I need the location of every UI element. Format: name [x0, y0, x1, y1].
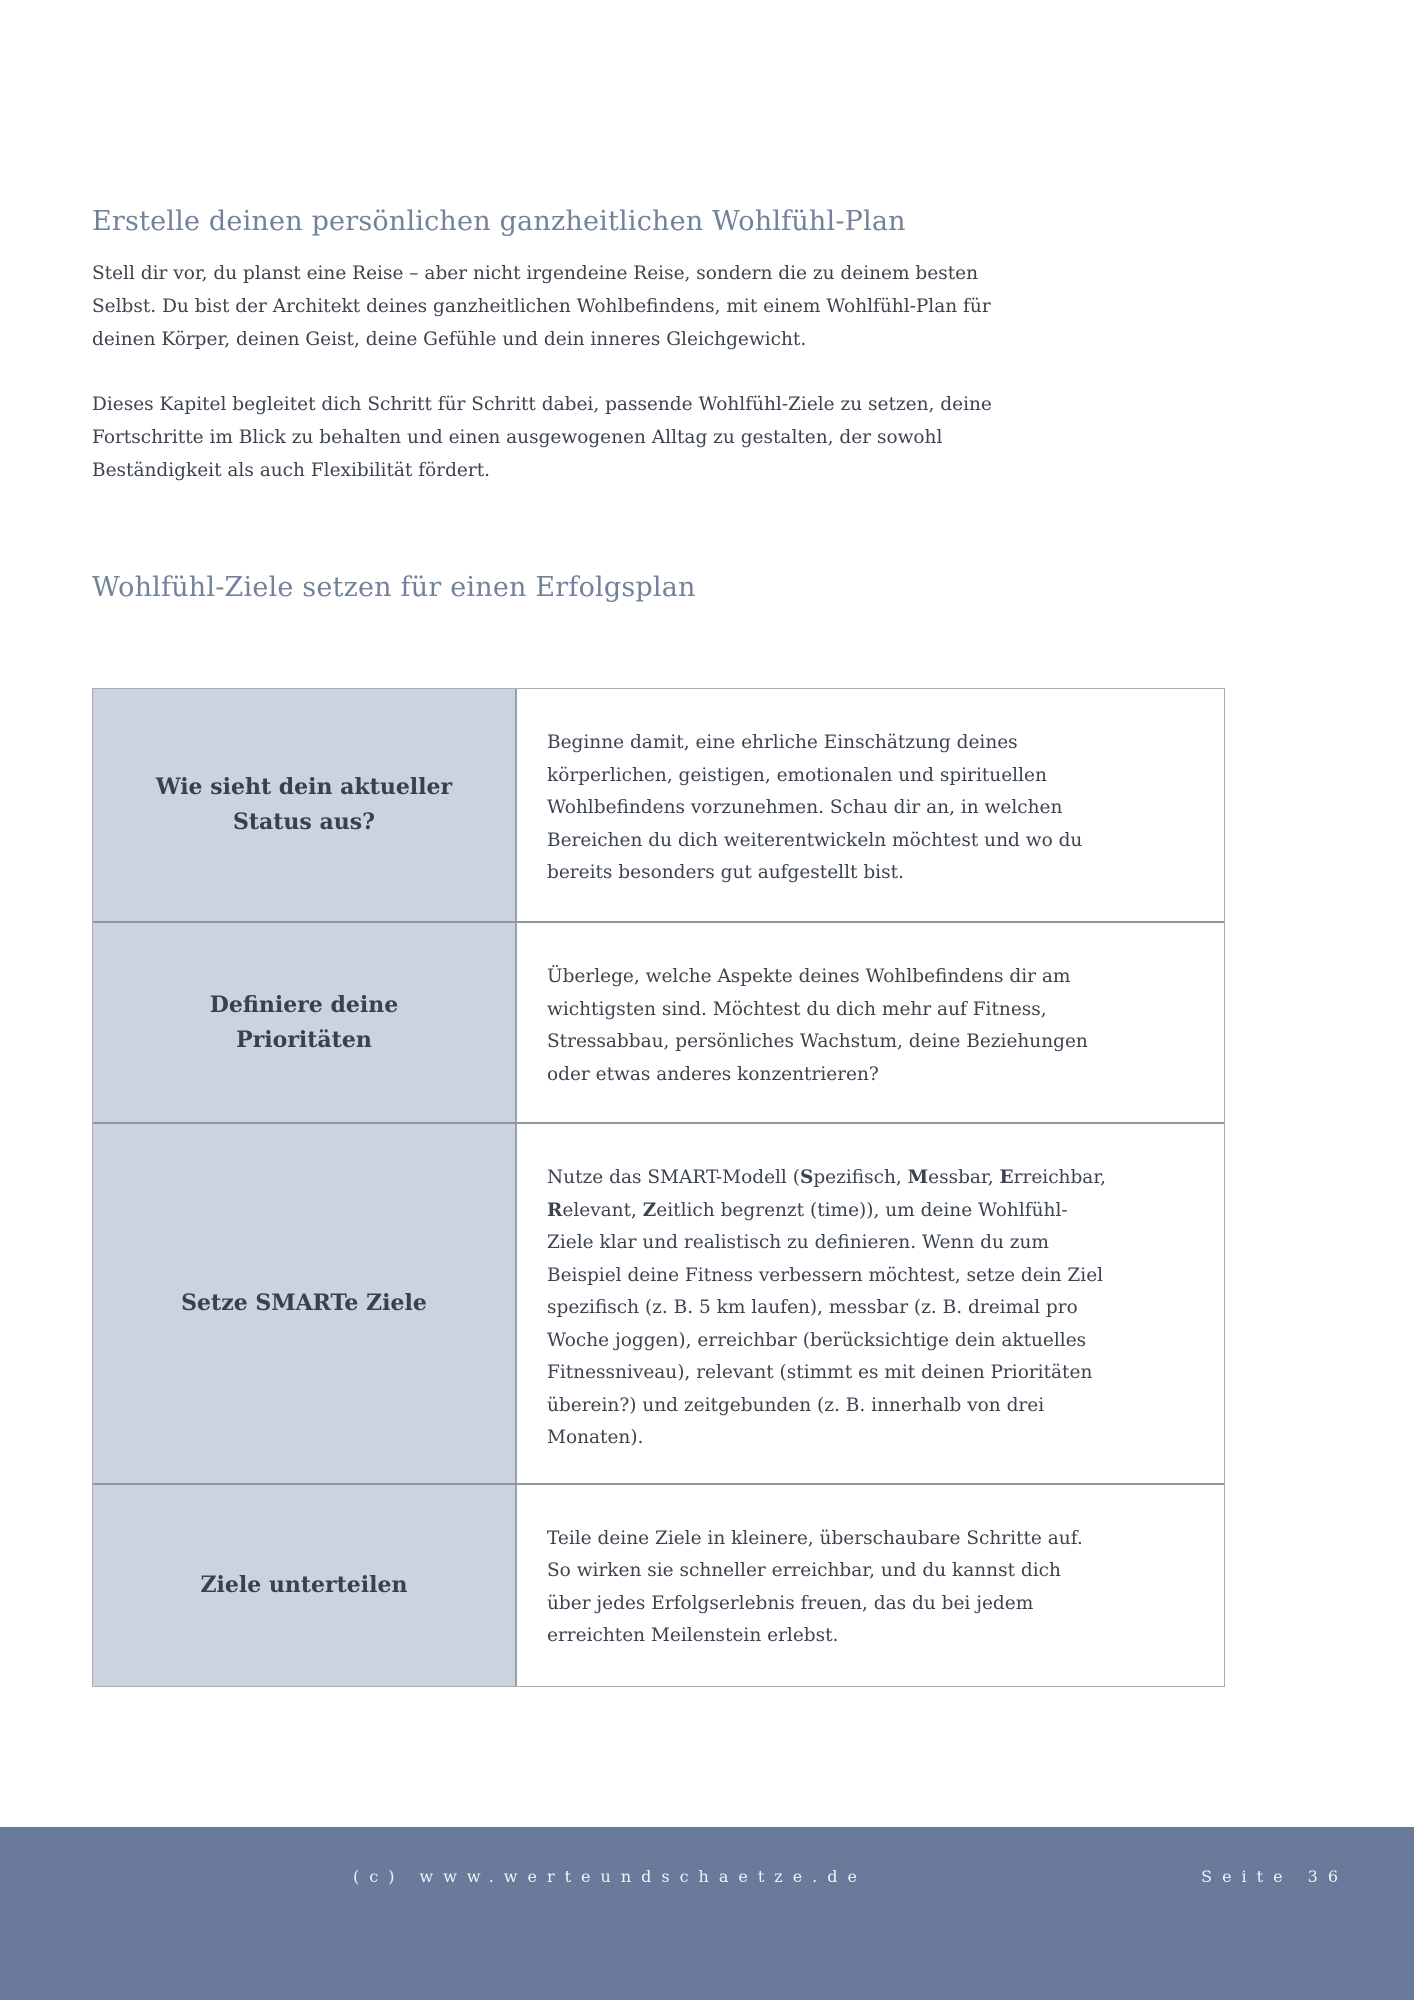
table-row-label: Setze SMARTe Ziele — [181, 1289, 427, 1316]
footer-copyright: (c) www.werteundschaetze.de — [353, 1867, 867, 1886]
table-row-label: Definiere deine Prioritäten — [209, 991, 399, 1053]
table-row-status — [93, 689, 1224, 921]
table-row-label: Wie sieht dein aktueller Status aus? — [155, 774, 453, 835]
table-row-label: Ziele unterteilen — [200, 1571, 408, 1598]
footer-page-number: Seite 36 — [1201, 1867, 1348, 1886]
table-row-description: Teile deine Ziele in kleinere, überschaubare Schritte auf. So wirken sie schneller erreichbar, und du kannst dich über jedes Erfolgserlebnis freuen, das du bei jedem erreichten Meilenstein erlebst. — [547, 1527, 1083, 1646]
table-row-smarte-ziele — [93, 1122, 1224, 1483]
paragraph-intro-2: Dieses Kapitel begleitet dich Schritt für Schritt dabei, passende Wohlfühl-Ziele zu setzen, deine Fortschritte im Blick zu behalten und einen ausgewogenen Alltag zu gestalten, der sowohl Beständigkeit als auch Flexibilität fördert. — [92, 394, 992, 481]
table-label-cell — [93, 1485, 517, 1686]
table-row-description: Nutze das SMART-Modell (Spezifisch, Messbar, Erreichbar, Relevant, Zeitlich begrenzt (time)), um deine Wohlfühl-Ziele klar und realistisch zu definieren. Wenn du zum Beispiel deine Fitness verbessern möchtest, setze dein Ziel spezifisch (z. B. 5 km laufen), messbar (z. B. dreimal pro Woche joggen), erreichbar (berücksichtige dein aktuelles Fitnessniveau), relevant (stimmt es mit deinen Prioritäten überein?) und zeitgebunden (z. B. innerhalb von drei Monaten). — [547, 1167, 1107, 1448]
table-row-ziele-unterteilen — [93, 1483, 1224, 1686]
goals-table — [92, 688, 1225, 1687]
table-label-cell — [93, 1124, 517, 1483]
table-desc-cell — [517, 689, 1224, 921]
table-desc-cell — [517, 1124, 1224, 1483]
table-row-prioritaeten — [93, 921, 1224, 1122]
table-desc-cell — [517, 1485, 1224, 1686]
section-heading-wohlfuehl-plan: Erstelle deinen persönlichen ganzheitlichen Wohlfühl-Plan — [92, 206, 906, 237]
table-label-cell — [93, 923, 517, 1122]
table-row-description: Überlege, welche Aspekte deines Wohlbefindens dir am wichtigsten sind. Möchtest du dich mehr auf Fitness, Stressabbau, persönliches Wachstum, deine Beziehungen oder etwas anderes konzentrieren? — [547, 966, 1088, 1085]
table-label-cell — [93, 689, 517, 921]
paragraph-intro-1: Stell dir vor, du planst eine Reise – aber nicht irgendeine Reise, sondern die zu deinem besten Selbst. Du bist der Architekt deines ganzheitlichen Wohlbefindens, mit einem Wohlfühl-Plan für deinen Körper, deinen Geist, deine Gefühle und dein inneres Gleichgewicht. — [92, 263, 991, 350]
section-heading-erfolgsplan: Wohlfühl-Ziele setzen für einen Erfolgsplan — [92, 572, 696, 603]
table-desc-cell — [517, 923, 1224, 1122]
table-row-description: Beginne damit, eine ehrliche Einschätzung deines körperlichen, geistigen, emotionalen und spirituellen Wohlbefindens vorzunehmen. Schau dir an, in welchen Bereichen du dich weiterentwickeln möchtest und wo du bereits besonders gut aufgestellt bist. — [547, 732, 1083, 883]
page-footer — [0, 1827, 1414, 2000]
